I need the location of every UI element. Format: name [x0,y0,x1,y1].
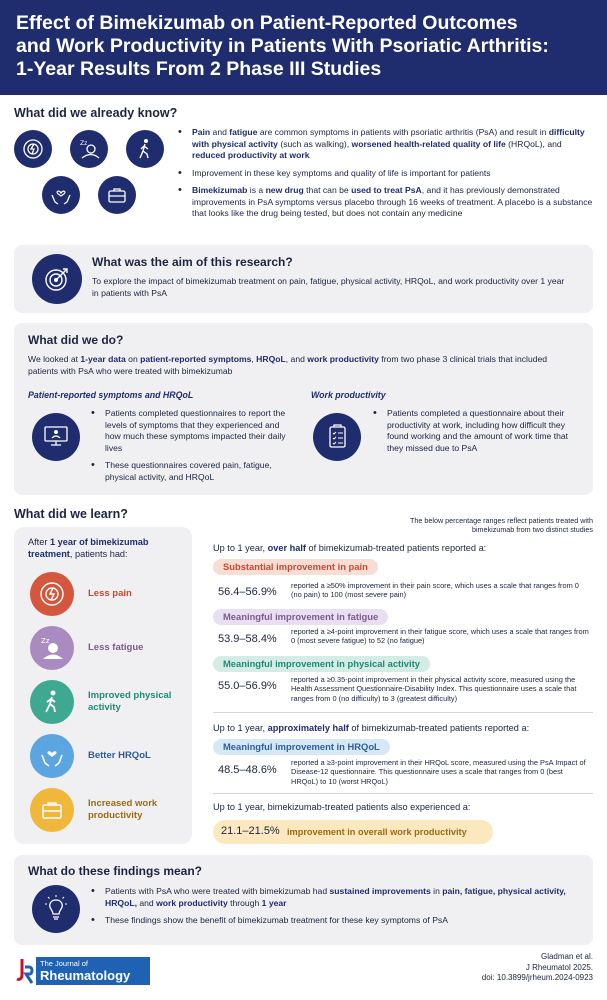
divider-2 [213,793,593,794]
learn-item-fatigue: Zz Less fatigue [30,623,143,673]
learn-item-hrqol: Better HRQoL [30,731,151,781]
header-banner [0,0,607,95]
journal-logo [16,955,136,987]
hands-heart-icon [30,734,74,778]
fatigue-pill: Meaningful improvement in fatigue [213,609,388,625]
know-bullet-1: • Pain and fatigue are common symptoms in patients with psoriatic arthritis (PsA) and result in difficulty with physical activity (such as walking), worsened health-related quality of life (HRQoL), and reduced productivity at work [178,127,593,162]
fatigue-icon [70,130,108,168]
work-range: 21.1–21.5% [221,825,280,837]
learn-lead-2: Up to 1 year, approximately half of bimekizumab-treated patients reported a: [213,723,530,733]
briefcase-icon [30,788,74,832]
mean-box [14,855,593,945]
pain-desc: reported a ≥50% improvement in their pain score, which uses a scale that ranges from 0 (no pain) to 100 (most severe pain) [291,581,579,600]
hands-heart-icon [42,176,80,214]
citation: Gladman et al. J Rheumatol 2025. doi: 10.3899/jrheum.2024-0923 [481,952,593,982]
learn-item-work: Increased work productivity [30,785,178,835]
physical-pill: Meaningful improvement in physical activity [213,656,430,672]
know-bullet-2: • Improvement in these key symptoms and quality of life is important for patients [178,168,593,180]
target-icon [32,254,82,304]
jr-logo-icon [16,957,34,985]
mean-title: What do these findings mean? [28,864,203,878]
fatigue-icon [30,626,74,670]
do-left-list: • Patients completed questionnaires to report the levels of symptoms that they experienced and how much these symptoms impacted their daily lives • These questionnaires covered pain, fatigue, physical activity, and HRQoL [91,408,289,489]
work-label: improvement in overall work productivity [287,827,467,837]
aim-text: To explore the impact of bimekizumab treatment on pain, fatigue, physical activity, HRQoL, and work productivity over 1 year in patients with PsA [92,276,565,298]
know-bullet-3: • Bimekizumab is a new drug that can be used to treat PsA, and it has previously demonstrated improvements in PsA symptoms versus placebo through 16 weeks of treatment. A placebo is a substance that looks like the drug being tested, but does not contain any medicine [178,185,593,220]
learn-title: What did we learn? [14,507,128,521]
fatigue-range: 53.9–58.4% [218,633,277,645]
know-list [178,127,593,226]
walking-icon [126,130,164,168]
do-right-list: • Patients completed a questionnaire about their productivity at work, including how difficult they found working and the amount of work time that they missed due to PsA [373,408,583,460]
pain-range: 56.4–56.9% [218,586,277,598]
aim-title: What was the aim of this research? [92,255,293,269]
pain-icon [30,572,74,616]
divider-1 [213,712,593,713]
know-title: What did we already know? [14,106,178,120]
svg-text:Zz: Zz [41,637,50,645]
do-left-heading: Patient-reported symptoms and HRQoL [28,390,194,400]
hrqol-desc: reported a ≥3-point improvement in their HRQoL score, measured using the PsA Impact of Disease-12 questionnaire. This questionnaire uses a scale that ranges from 0 (best HRQoL) to 10 (worst HRQoL) [291,758,586,786]
mean-list [91,886,581,933]
mean-bullet-1: • Patients with PsA who were treated with bimekizumab had sustained improvements in pain, fatigue, physical activity, HRQoL, and work productivity through 1 year [91,886,581,909]
work-pill [213,820,493,844]
svg-text:Zz: Zz [80,140,88,147]
hrqol-range: 48.5–48.6% [218,764,277,776]
pain-pill: Substantial improvement in pain [213,559,378,575]
briefcase-icon [98,176,136,214]
page-title: Effect of Bimekizumab on Patient-Reported Outcomes and Work Productivity in Patients With Psoriatic Arthritis: 1-Year Results From 2 Phase III Studies [16,12,549,80]
learn-box [14,527,192,844]
lightbulb-icon [32,885,80,933]
learn-lead-1: Up to 1 year, over half of bimekizumab-treated patients reported a: [213,543,487,553]
do-intro: We looked at 1-year data on patient-reported symptoms, HRQoL, and work productivity from two phase 3 clinical trials that included patients with PsA who were treated with bimekizumab [28,354,548,376]
do-right-heading: Work productivity [311,390,386,400]
pain-icon [14,130,52,168]
hrqol-pill: Meaningful improvement in HRQoL [213,739,390,755]
fatigue-desc: reported a ≥4-point improvement in their fatigue score, which uses a scale that ranges from 0 (most severe fatigue) to 52 (no fatigue) [291,627,589,646]
learn-item-physical: Improved physical activity [30,677,178,727]
do-title: What did we do? [28,333,124,347]
learn-lead-3: Up to 1 year, bimekizumab-treated patients also experienced a: [213,802,471,812]
know-icons [14,130,164,240]
mean-bullet-2: • These findings show the benefit of bimekizumab treatment for these key symptoms of PsA [91,915,581,927]
physical-range: 55.0–56.9% [218,680,277,692]
physical-desc: reported a ≥0.35-point improvement in their physical activity score, measured using the Health Assessment Questionnaire-Disability Index. This questionnaire uses a scale that ranges from 0 (no difficulty) to 3 (greatest difficulty) [291,675,577,703]
clipboard-icon [313,413,361,461]
aim-box [14,245,593,313]
learn-intro: After 1 year of bimekizumab treatment, patients had: [28,537,149,559]
learn-note: The below percentage ranges reflect patients treated with bimekizumab from two distinct studies [410,516,593,534]
walking-icon [30,680,74,724]
journal-banner: The Journal of Rheumatology [36,957,150,985]
do-box [14,323,593,495]
computer-questionnaire-icon [32,413,80,461]
learn-item-pain: Less pain [30,569,132,619]
